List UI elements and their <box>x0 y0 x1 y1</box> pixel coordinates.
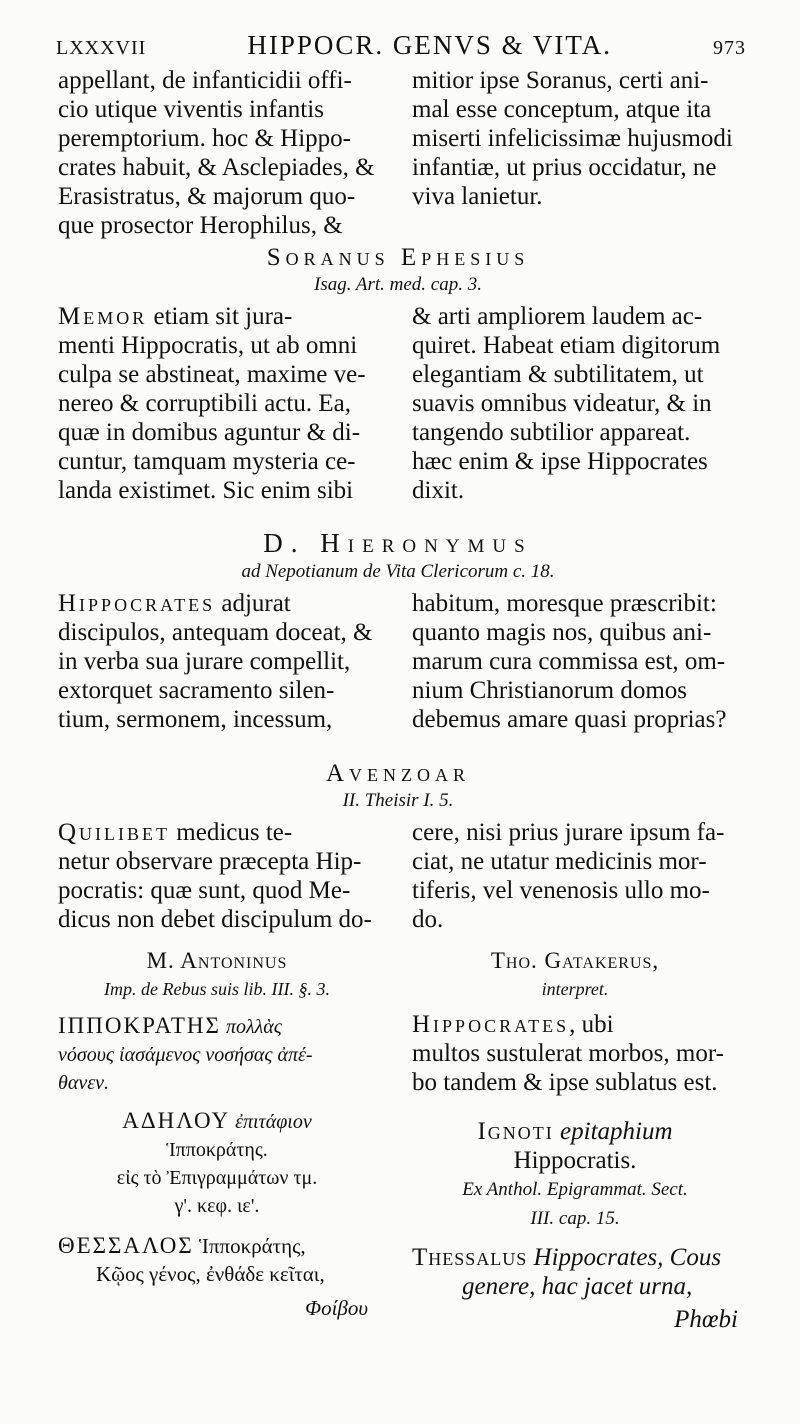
thessalus-text <box>412 1243 738 1334</box>
running-title: HIPPOCR. GENVS & VITA. <box>247 30 612 60</box>
lead-word: Thessalus <box>412 1244 528 1271</box>
text-line <box>412 1010 738 1039</box>
section-heading: M. Antoninus <box>146 948 288 973</box>
lead-word: Ignoti <box>477 1118 554 1145</box>
text-line: Hippocratis. <box>513 1147 637 1174</box>
text-line: cere, nisi prius jurare ipsum fa- <box>412 819 725 846</box>
text-line: ciat, ne utatur medicinis mor- <box>412 848 707 875</box>
text-line <box>412 1243 738 1272</box>
text-line: νόσους ἰασάμενος νοσήσας ἀπέ- <box>58 1044 313 1066</box>
text-line: multos sustulerat morbos, mor- <box>412 1040 724 1067</box>
text-line: εἰς τὸ Ἐπιγραμμάτων τμ. <box>116 1167 318 1189</box>
text-line: netur observare præcepta Hip- <box>58 848 362 875</box>
section-source: interpret. <box>541 979 609 999</box>
text-line: & arti ampliorem laudem ac- <box>412 303 703 330</box>
greek-caps: ΑΔΗΛΟΥ <box>122 1108 231 1133</box>
section-hieronymus <box>58 528 738 734</box>
section-top <box>58 66 738 240</box>
lead-word: Quilibet <box>58 819 171 846</box>
text-fragment: πολλὰς <box>225 1016 282 1038</box>
text-fragment: etiam sit jura- <box>147 303 293 330</box>
text-line <box>58 1232 376 1260</box>
soranus-right-column <box>412 302 738 505</box>
text-line: landa existimet. Sic enim sibi <box>58 477 354 504</box>
page-number: 973 <box>713 37 746 59</box>
soranus-left-column <box>58 302 376 505</box>
text-line: mitior ipse Soranus, certi ani- <box>412 67 709 94</box>
section-source: ad Nepotianum de Vita Clericorum c. 18. <box>241 561 555 582</box>
lead-word: Hippocrates <box>58 590 216 617</box>
antoninus-column <box>58 946 376 1334</box>
text-line: marum cura commissa est, om- <box>412 648 726 675</box>
text-line: culpa se abstineat, maxime ve- <box>58 361 366 388</box>
text-fragment: ἐπιτάφιον <box>235 1111 312 1133</box>
text-line: in verba sua jurare compellit, <box>58 648 351 675</box>
text-line: do. <box>412 906 444 933</box>
section-heading: Tho. Gatakerus, <box>490 948 660 973</box>
text-line: Κῷος γένος, ἐνθάδε κεῖται, <box>96 1262 325 1286</box>
text-line <box>58 818 376 847</box>
text-line: mal esse conceptum, atque ita <box>412 96 712 123</box>
text-line: discipulos, antequam doceat, & <box>58 619 373 646</box>
text-line: habitum, moresque præscribit: <box>412 590 717 617</box>
page-label: LXXXVII <box>56 37 147 59</box>
text-line: quiret. Habeat etiam digitorum <box>412 332 721 359</box>
greek-caps: ΘΕΣΣΑΛΟΣ <box>58 1233 194 1258</box>
text-fragment: epitaphium <box>553 1118 673 1145</box>
text-line: genere, hac jacet urna, <box>462 1273 693 1300</box>
text-line: peremptorium. hoc & Hippo- <box>58 125 351 152</box>
section-source: III. cap. 15. <box>530 1208 620 1229</box>
text-line: Ἱπποκράτης. <box>166 1139 268 1161</box>
text-line: dixit. <box>412 477 465 504</box>
text-line: Erasistratus, & majorum quo- <box>58 183 356 210</box>
text-line: que prosector Herophilus, & <box>58 212 343 239</box>
text-line: tiferis, vel venenosis ullo mo- <box>412 877 710 904</box>
text-line: nereo & corruptibili actu. Ea, <box>58 390 351 417</box>
hieronymus-left-column <box>58 589 376 734</box>
text-line <box>58 1107 376 1136</box>
text-line: nium Christianorum domos <box>412 677 687 704</box>
text-line: miserti infelicissimæ hujusmodi <box>412 125 733 152</box>
running-header <box>56 30 746 62</box>
text-line: crates habuit, & Asclepiades, & <box>58 154 375 181</box>
text-fragment: , ubi <box>569 1011 614 1038</box>
text-line: cio utique viventis infantis <box>58 96 324 123</box>
greek-epitaph <box>58 1232 376 1322</box>
lead-word: Hippocrates <box>412 1011 570 1038</box>
gatakerus-text <box>412 1010 738 1097</box>
text-line: debemus amare quasi proprias? <box>412 706 727 733</box>
section-source: Isag. Art. med. cap. 3. <box>314 274 482 295</box>
section-source: Ex Anthol. Epigrammat. Sect. <box>462 1179 688 1200</box>
text-line: cuntur, tamquam mysteria ce- <box>58 448 356 475</box>
text-line: infantiæ, ut prius occidatur, ne <box>412 154 717 181</box>
lead-word: Memor <box>58 303 148 330</box>
section-source: II. Theisir I. 5. <box>342 790 454 811</box>
text-line: appellant, de infanticidii offi- <box>58 67 352 94</box>
text-fragment: medicus te- <box>170 819 293 846</box>
text-line <box>58 589 376 618</box>
avenzoar-right-column <box>412 818 738 934</box>
text-line: pocratis: quæ sunt, quod Me- <box>58 877 351 904</box>
text-line: tangendo subtilior appareat. <box>412 419 691 446</box>
text-line <box>58 302 376 331</box>
ignoti-heading <box>412 1117 738 1233</box>
greek-passage <box>58 1012 376 1097</box>
text-line: suavis omnibus videatur, & in <box>412 390 712 417</box>
section-heading: Soranus Ephesius <box>266 244 530 271</box>
text-line: dicus non debet discipulum do- <box>58 906 372 933</box>
text-fragment: Ἱπποκράτης, <box>199 1234 306 1258</box>
text-line: menti Hippocratis, ut ab omni <box>58 332 358 359</box>
text-line <box>58 1012 376 1041</box>
greek-epitaph-heading <box>58 1107 376 1220</box>
text-line: θανεν. <box>58 1072 109 1094</box>
catchword: Phœbi <box>674 1306 738 1333</box>
text-line: elegantiam & subtilitatem, ut <box>412 361 704 388</box>
avenzoar-left-column <box>58 818 376 934</box>
text-line: viva lanietur. <box>412 183 543 210</box>
text-line <box>412 1117 738 1146</box>
section-avenzoar <box>58 760 738 934</box>
text-line: quanto magis nos, quibus ani- <box>412 619 712 646</box>
gatakerus-column <box>412 946 738 1334</box>
text-line: γ'. κεφ. ιε'. <box>174 1195 260 1217</box>
section-heading: D. Hieronymus <box>263 528 533 558</box>
section-bottom <box>58 946 738 1334</box>
text-fragment: adjurat <box>215 590 291 617</box>
greek-caps: ΙΠΠΟΚΡΑΤΗΣ <box>58 1013 221 1038</box>
section-source: Imp. de Rebus suis lib. III. §. 3. <box>104 979 330 999</box>
text-fragment: Hippocrates, Cous <box>527 1244 722 1271</box>
hieronymus-right-column <box>412 589 738 734</box>
catchword: Φοίβου <box>305 1296 368 1320</box>
text-line: extorquet sacramento silen- <box>58 677 335 704</box>
section-heading: Avenzoar <box>325 760 471 787</box>
text-line: tium, sermonem, incessum, <box>58 706 333 733</box>
text-line: hæc enim & ipse Hippocrates <box>412 448 708 475</box>
text-line: bo tandem & ipse sublatus est. <box>412 1069 718 1096</box>
section-soranus <box>58 244 738 505</box>
top-right-column <box>412 66 738 240</box>
top-left-column <box>58 66 376 240</box>
text-line: quæ in domibus aguntur & di- <box>58 419 361 446</box>
